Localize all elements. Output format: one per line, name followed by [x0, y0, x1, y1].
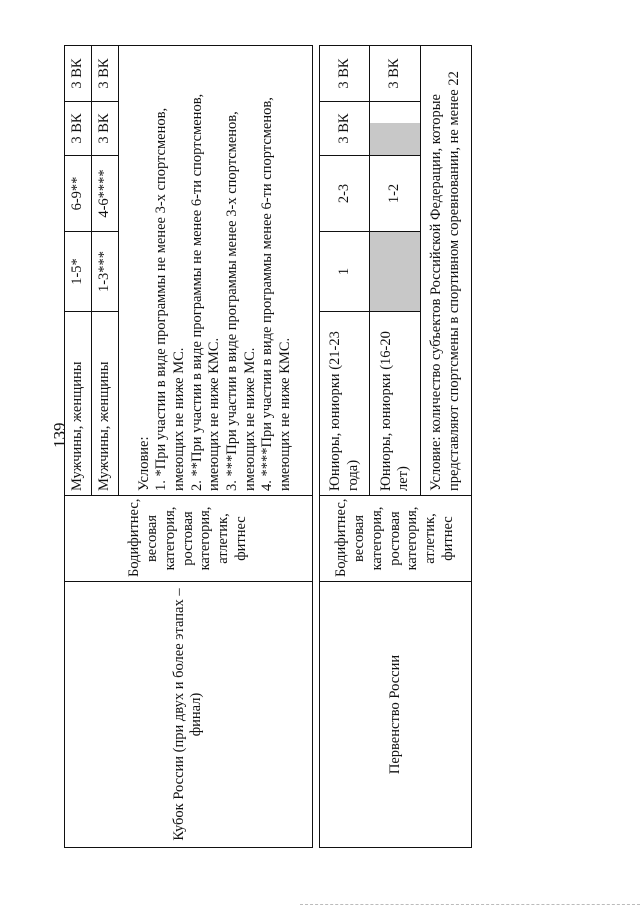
separator-cell	[312, 102, 319, 156]
rank-cell: 3 ВК	[65, 46, 92, 102]
group-cell: Мужчины, женщины	[91, 312, 118, 496]
separator-cell	[312, 496, 319, 582]
condition-line: 2. **При участии в виде программы не менее 6-ти спортсменов, имеющих не ниже КМС.	[188, 93, 223, 491]
rank-cell: 3 ВК	[91, 102, 118, 156]
place-cell: 1-2	[370, 156, 421, 232]
separator-cell	[312, 312, 319, 496]
ranking-table	[64, 45, 472, 848]
page-number: 139	[50, 422, 69, 448]
separator-cell	[312, 156, 319, 232]
rank-cell: 3 ВК	[319, 46, 370, 102]
place-cell: 6-9**	[65, 156, 92, 232]
separator-cell	[312, 46, 319, 102]
condition-line: 3. ***При участии в виде программы менее 3-х спортсменов, имеющих не ниже МС.	[224, 111, 258, 491]
place-cell: 4-6****	[91, 156, 118, 232]
discipline-cell: Бодифитнес, весовая категория, ростовая категория, атлетик, фитнес	[65, 496, 313, 582]
group-cell: Юниоры, юниорки (21-23 года)	[319, 312, 370, 496]
scan-smudge	[370, 232, 420, 311]
event-name-cell: Кубок России (при двух и более этапах – финал)	[65, 582, 313, 848]
rank-cell: 3 ВК	[370, 46, 421, 102]
obscured-place-cell	[370, 232, 421, 312]
group-cell: Юниоры, юниорки (16-20 лет)	[370, 312, 421, 496]
condition-line: 4. ****При участии в виде программы менее 6-ти спортсменов, имеющих не ниже КМС.	[259, 97, 294, 491]
place-cell: 2-3	[319, 156, 370, 232]
scan-smudge	[370, 123, 420, 155]
group-cell: Мужчины, женщины	[65, 312, 92, 496]
condition-line: Условие: количество субъектов Российской Федерации, которые представляют спортсмены в спортивном соревновании, не менее 22	[428, 71, 463, 491]
separator-cell	[312, 232, 319, 312]
conditions-cell	[118, 46, 312, 496]
place-cell: 1-5*	[65, 232, 92, 312]
rank-cell: 3 ВК	[91, 46, 118, 102]
place-cell: 1-3***	[91, 232, 118, 312]
condition-line: Условие:	[135, 436, 152, 491]
table-row	[65, 46, 92, 848]
conditions-cell	[421, 46, 472, 496]
rank-cell: 3 ВК	[319, 102, 370, 156]
section-separator	[312, 46, 319, 848]
rank-cell: 3 ВК	[65, 102, 92, 156]
discipline-cell: Бодифитнес, весовая категория, ростовая категория, атлетик, фитнес	[319, 496, 471, 582]
place-cell: 1	[319, 232, 370, 312]
obscured-rank-cell	[370, 102, 421, 156]
event-name-cell: Первенство России	[319, 582, 471, 848]
table-row	[319, 46, 370, 848]
rotated-page-content	[64, 46, 472, 848]
condition-line: 1. *При участии в виде программы не менее 3-х спортсменов, имеющих не ниже МС.	[153, 107, 187, 491]
separator-cell	[312, 582, 319, 848]
